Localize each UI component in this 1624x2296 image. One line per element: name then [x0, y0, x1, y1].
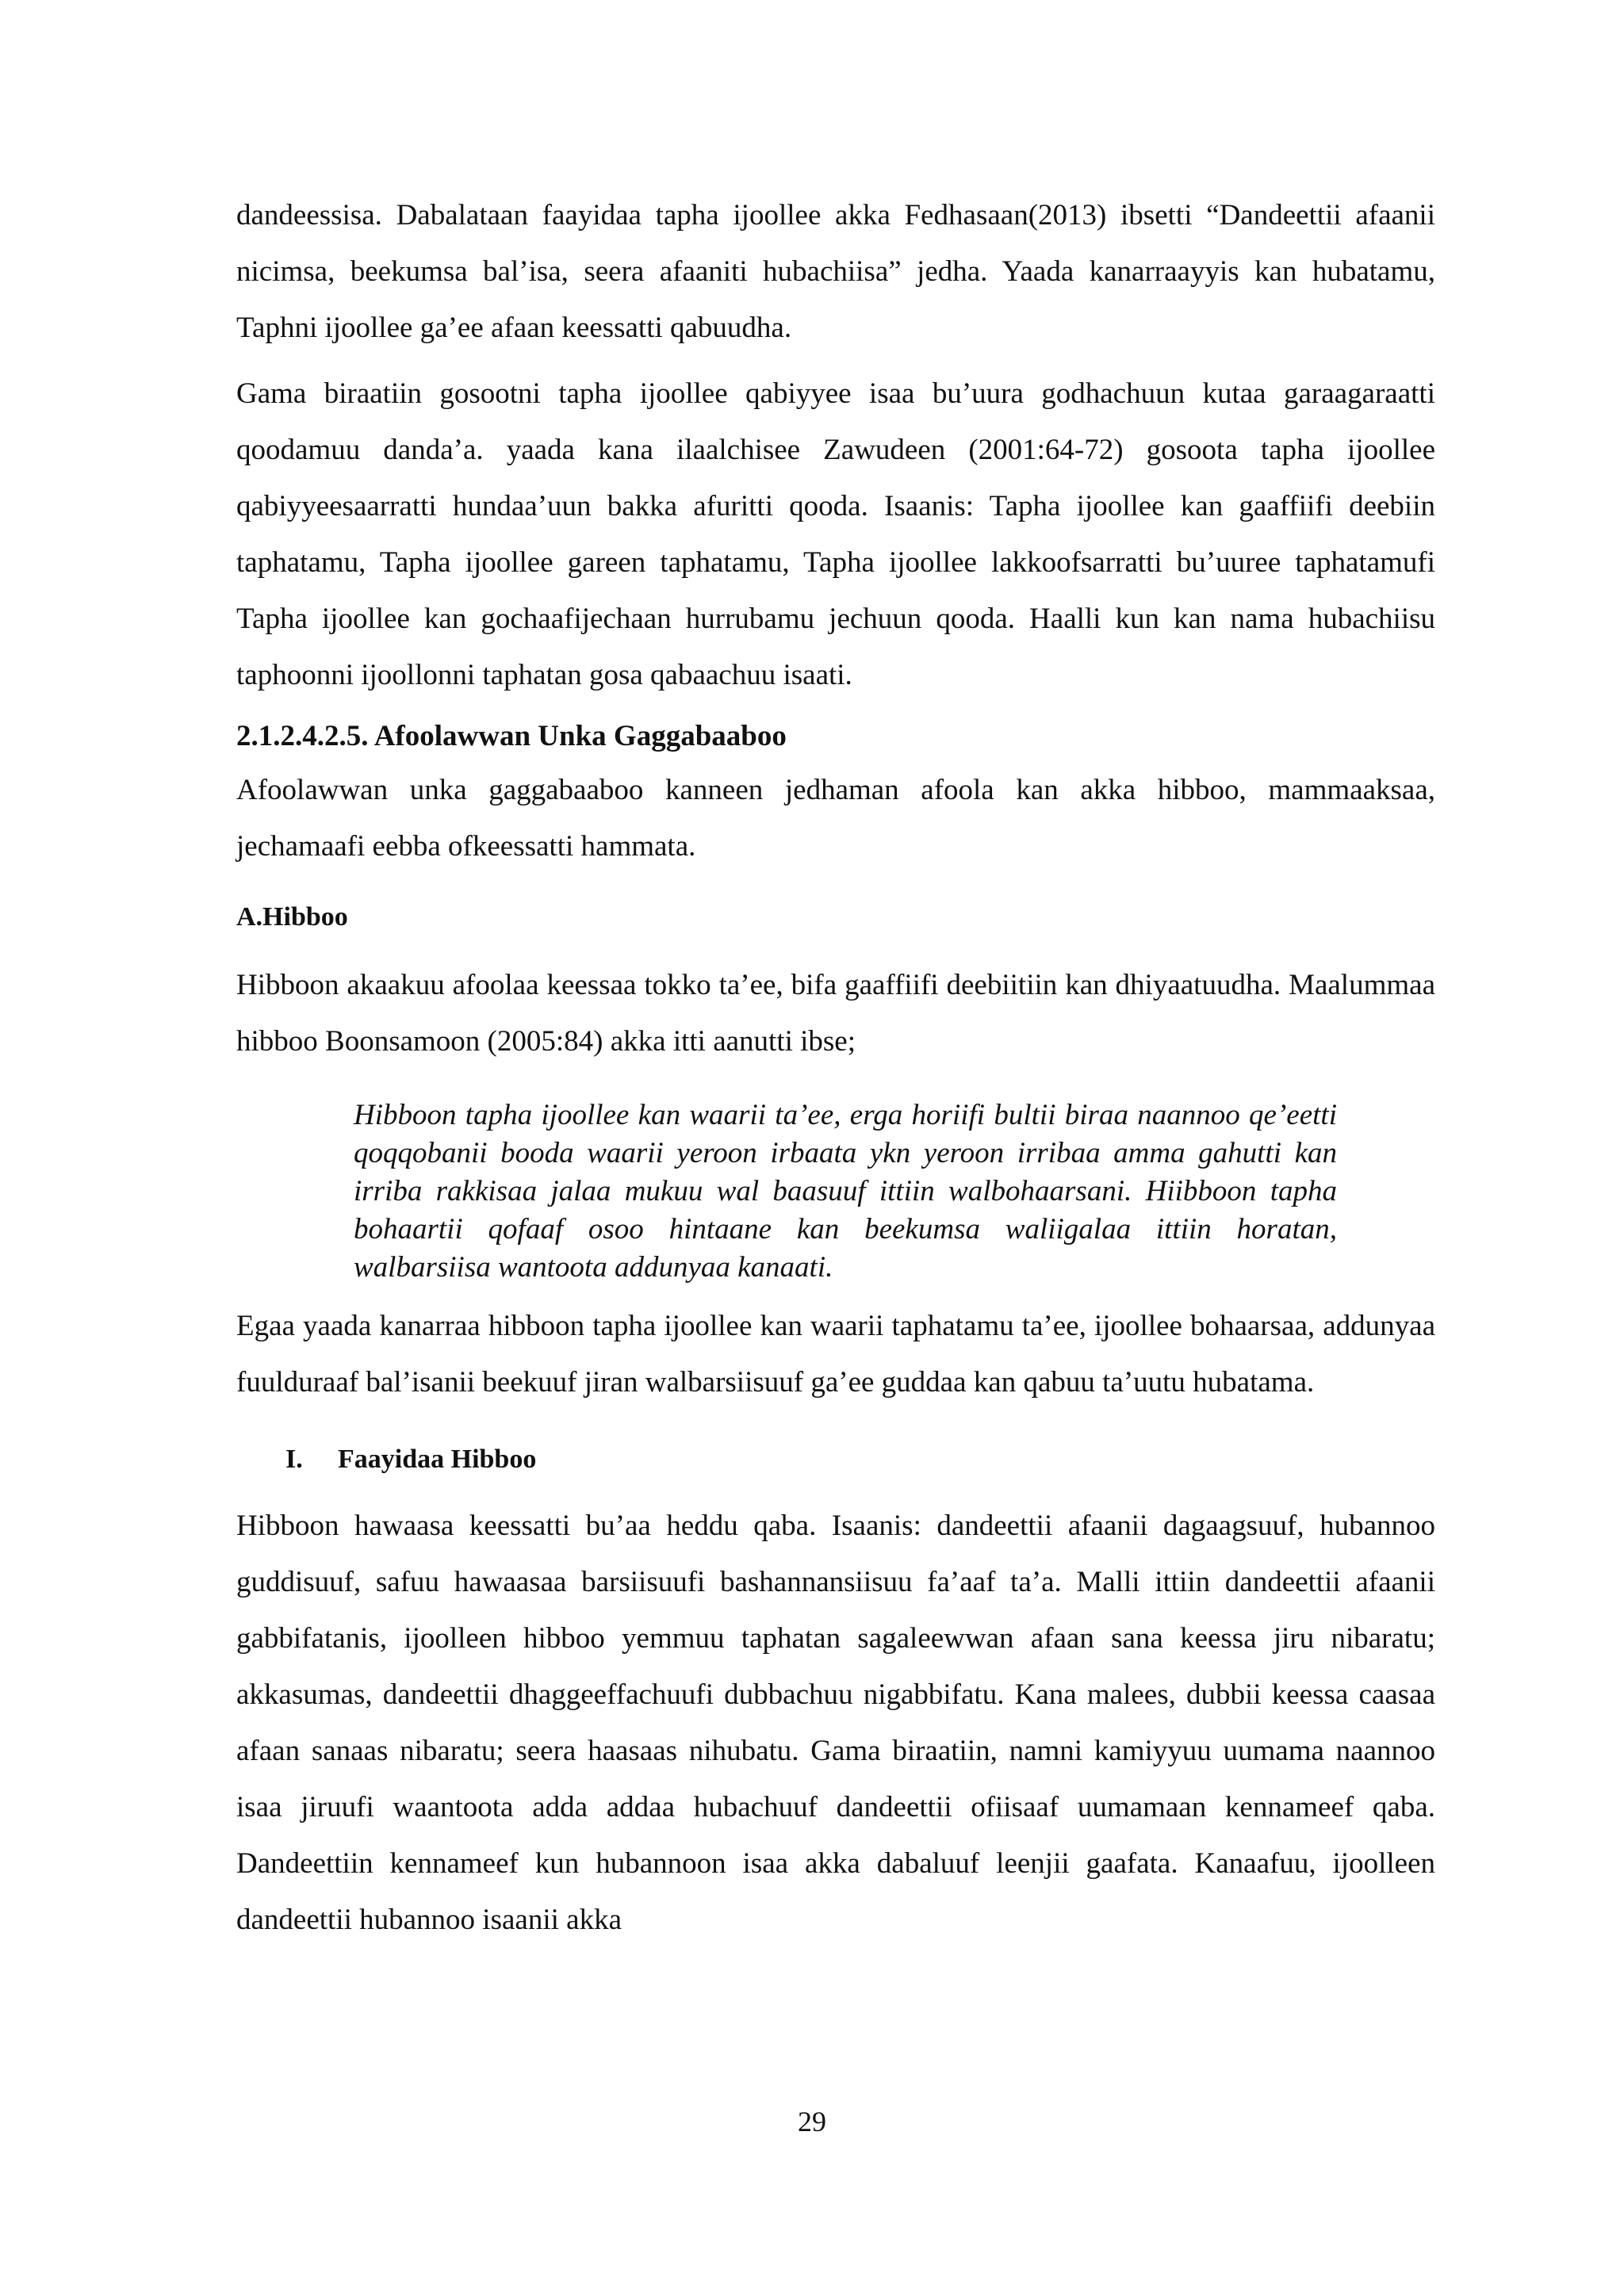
numbered-heading-number: I.: [285, 1445, 303, 1474]
numbered-heading: [236, 1437, 1435, 1482]
document-body: [236, 187, 1435, 1948]
page-number: 29: [798, 2106, 826, 2137]
subsection-heading: A.Hibboo: [236, 902, 348, 932]
numbered-heading-title: Faayidaa Hibboo: [338, 1445, 537, 1474]
section-heading: 2.1.2.4.2.5. Afoolawwan Unka Gaggabaaboo: [236, 720, 787, 752]
paragraph-4: Hibboon akaakuu afoolaa keessaa tokko ta’ee, bifa gaaffiifi deebiitiin kan dhiyaatuudha. Maalummaa hibboo Boonsamoon (2005:84) akka itti aanutti ibse;: [236, 969, 1435, 1058]
paragraph-3: Afoolawwan unka gaggabaaboo kanneen jedhaman afoola kan akka hibboo, mammaaksaa, jechamaafi eebba ofkeessatti hammata.: [236, 774, 1435, 863]
paragraph-6: Hibboon hawaasa keessatti bu’aa heddu qaba. Isaanis: dandeettii afaanii dagaagsuuf, hubannoo guddisuuf, safuu hawaasaa barsiisuufi bashannansiisuu fa’aaf ta’a. Malli ittiin dandeettii afaanii gabbifatanis, ijoolleen hibboo yemmuu taphatan sagaleewwan afaan sana keessa jiru nibaratu; akkasumas, dandeettii dhaggeeffachuufi dubbachuu nigabbifatu. Kana malees, dubbii keessa caasaa afaan sanaas nibaratu; seera haasaas nihubatu. Gama biraatiin, namni kamiyyuu uumama naannoo isaa jiruufi waantoota adda addaa hubachuuf dandeettii ofiisaaf uumamaan kennameef qaba. Dandeettiin kennameef kun hubannoon isaa akka dabaluuf leenjii gaafata. Kanaafuu, ijoolleen dandeettii hubannoo isaanii akka: [236, 1510, 1435, 1936]
block-quote: Hibboon tapha ijoollee kan waarii ta’ee, erga horiifi bultii biraa naannoo qe’eetti qoqqobanii booda waarii yeroon irbaata ykn yeroon irribaa amma gahutti kan irriba rakkisaa jalaa mukuu wal baasuuf ittiin walbohaarsani. Hiibboon tapha bohaartii qofaaf osoo hintaane kan beekumsa waliigalaa ittiin horatan, walbarsiisa wantoota addunyaa kanaati.: [354, 1099, 1337, 1284]
paragraph-5: Egaa yaada kanarraa hibboon tapha ijoollee kan waarii taphatamu ta’ee, ijoollee bohaarsaa, addunyaa fuulduraaf bal’isanii beekuuf jiran walbarsiisuuf ga’ee guddaa kan qabuu ta’uutu hubatama.: [236, 1310, 1435, 1399]
paragraph-1: dandeessisa. Dabalataan faayidaa tapha ijoollee akka Fedhasaan(2013) ibsetti “Dandeettii afaanii nicimsa, beekumsa bal’isa, seera afaaniti hubachiisa” jedha. Yaada kanarraayyis kan hubatamu, Taphni ijoollee ga’ee afaan keessatti qabuudha.: [236, 199, 1435, 344]
paragraph-2: Gama biraatiin gosootni tapha ijoollee qabiyyee isaa bu’uura godhachuun kutaa garaagaraatti qoodamuu danda’a. yaada kana ilaalchisee Zawudeen (2001:64-72) gosoota tapha ijoollee qabiyyeesaarratti hundaa’uun bakka afuritti qooda. Isaanis: Tapha ijoollee kan gaaffiifi deebiin taphatamu, Tapha ijoollee gareen taphatamu, Tapha ijoollee lakkoofsarratti bu’uuree taphatamufi Tapha ijoollee kan gochaafijechaan hurrubamu jechuun qooda. Haalli kun kan nama hubachiisu taphoonni ijoollonni taphatan gosa qabaachuu isaati.: [236, 377, 1435, 691]
